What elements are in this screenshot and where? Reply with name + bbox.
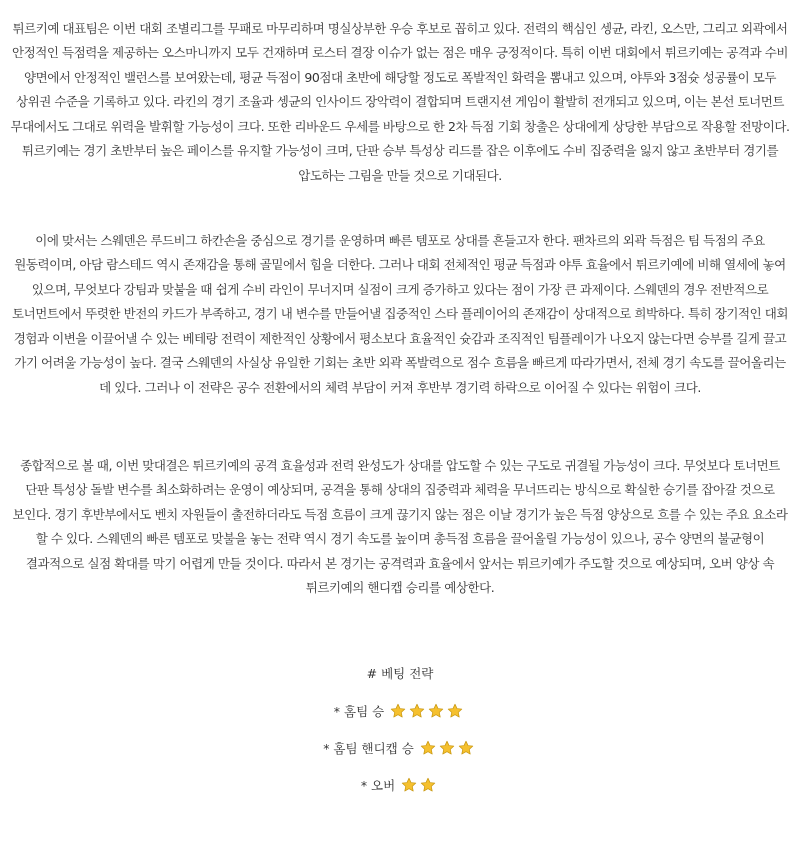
article-paragraph-1: 튀르키예 대표팀은 이번 대회 조별리그를 무패로 마무리하며 명실상부한 우승 후보로 꼽히고 있다. 전력의 핵심인 셍균, 라킨, 오스만, 그리고 외곽에서 안정적인 득점력을 제공하는 오스마니까지 모두 건재하며 로스터 결장 이슈가 없는 점은 매우 긍정적이다. 특히 이번 대회에서 튀르키예는 공격과 수비 양면에서 안정적인 밸런스를 보여왔는데, 평균 득점이 90점대 초반에 해당할 정도로 폭발적인 화력을 뽐내고 있으며, 야투와 3점슛 성공률이 모두 상위권 수준을 기록하고 있다. 라킨의 경기 조율과 셍균의 인사이드 장악력이 결합되며 트랜지션 게임이 활발히 전개되고 있으며, 이는 본선 토너먼트 무대에서도 그대로 위력을 발휘할 가능성이 크다. 또한 리바운드 우세를 바탕으로 한 2차 득점 기회 창출은 상대에게 상당한 부담으로 작용할 전망이다. 튀르키예는 경기 초반부터 높은 페이스를 유지할 가능성이 크며, 단판 승부 특성상 리드를 잡은 이후에도 수비 집중력을 잃지 않고 초반부터 경기를 압도하는 그림을 만들 것으로 기대된다. — [10, 20, 790, 183]
betting-pick-label: * 홈팀 승 — [333, 704, 385, 719]
star-icon — [447, 703, 463, 719]
betting-pick — [0, 736, 800, 760]
star-rating — [420, 740, 477, 756]
betting-pick — [0, 699, 800, 723]
star-rating — [390, 703, 466, 719]
betting-pick — [0, 773, 800, 797]
star-icon — [409, 703, 425, 719]
star-rating — [401, 777, 439, 793]
star-icon — [401, 777, 417, 793]
star-icon — [439, 740, 455, 756]
betting-pick-label: * 오버 — [360, 778, 396, 793]
article-paragraph-2: 이에 맞서는 스웨덴은 루드비그 하칸손을 중심으로 경기를 운영하며 빠른 템포로 상대를 흔들고자 한다. 팬차르의 외곽 득점은 팀 득점의 주요 원동력이며, 아담 람스테드 역시 존재감을 통해 골밑에서 힘을 더한다. 그러나 대회 전체적인 평균 득점과 야투 효율에서 튀르키예에 비해 열세에 놓여 있으며, 무엇보다 강팀과 맞붙을 때 쉽게 수비 라인이 무너지며 실점이 크게 증가하고 있다는 점이 가장 큰 과제이다. 스웨덴의 경우 전반적으로 토너먼트에서 뚜렷한 반전의 카드가 부족하고, 경기 내 변수를 만들어낼 집중적인 스타 플레이어의 존재감이 상대적으로 희박하다. 특히 장기적인 대회 경험과 이변을 이끌어낼 수 있는 베테랑 전력이 제한적인 상황에서 평소보다 효율적인 슛감과 조직적인 팀플레이가 나오지 않는다면 승부를 길게 끌고 가기 어려울 가능성이 높다. 결국 스웨덴의 사실상 유일한 기회는 초반 외곽 폭발력으로 점수 흐름을 빠르게 따라가면서, 전체 경기 속도를 끌어올리는 데 있다. 그러나 이 전략은 공수 전환에서의 체력 부담이 커져 후반부 경기력 하락으로 이어질 수 있다는 위험이 크다. — [11, 232, 789, 395]
betting-strategy — [0, 662, 800, 797]
star-icon — [428, 703, 444, 719]
betting-title: # 베팅 전략 — [366, 666, 434, 681]
article-paragraph-3: 종합적으로 볼 때, 이번 맞대결은 튀르키예의 공격 효율성과 전력 완성도가 상대를 압도할 수 있는 구도로 귀결될 가능성이 크다. 무엇보다 토너먼트 단판 특성상 돌발 변수를 최소화하려는 운영이 예상되며, 공격을 통해 상대의 집중력과 체력을 무너뜨리는 방식으로 확실한 승기를 잡아갈 것으로 보인다. 경기 후반부에서도 벤치 자원들이 출전하더라도 득점 흐름이 크게 끊기지 않는 점은 이날 경기가 높은 득점 양상으로 흐를 수 있는 주요 요소라 할 수 있다. 스웨덴의 빠른 템포로 맞불을 놓는 전략 역시 경기 속도를 높이며 총득점 흐름을 끌어올릴 가능성이 있으나, 공수 양면의 불균형이 결과적으로 실점 확대를 막기 어렵게 만들 것이다. 따라서 본 경기는 공격력과 효율에서 앞서는 튀르키예가 주도할 것으로 예상되며, 오버 양상 속 튀르키예의 핸디캡 승리를 예상한다. — [12, 457, 788, 595]
star-icon — [390, 703, 406, 719]
star-icon — [420, 740, 436, 756]
star-icon — [458, 740, 474, 756]
betting-pick-label: * 홈팀 핸디캡 승 — [323, 741, 414, 756]
star-icon — [420, 777, 436, 793]
